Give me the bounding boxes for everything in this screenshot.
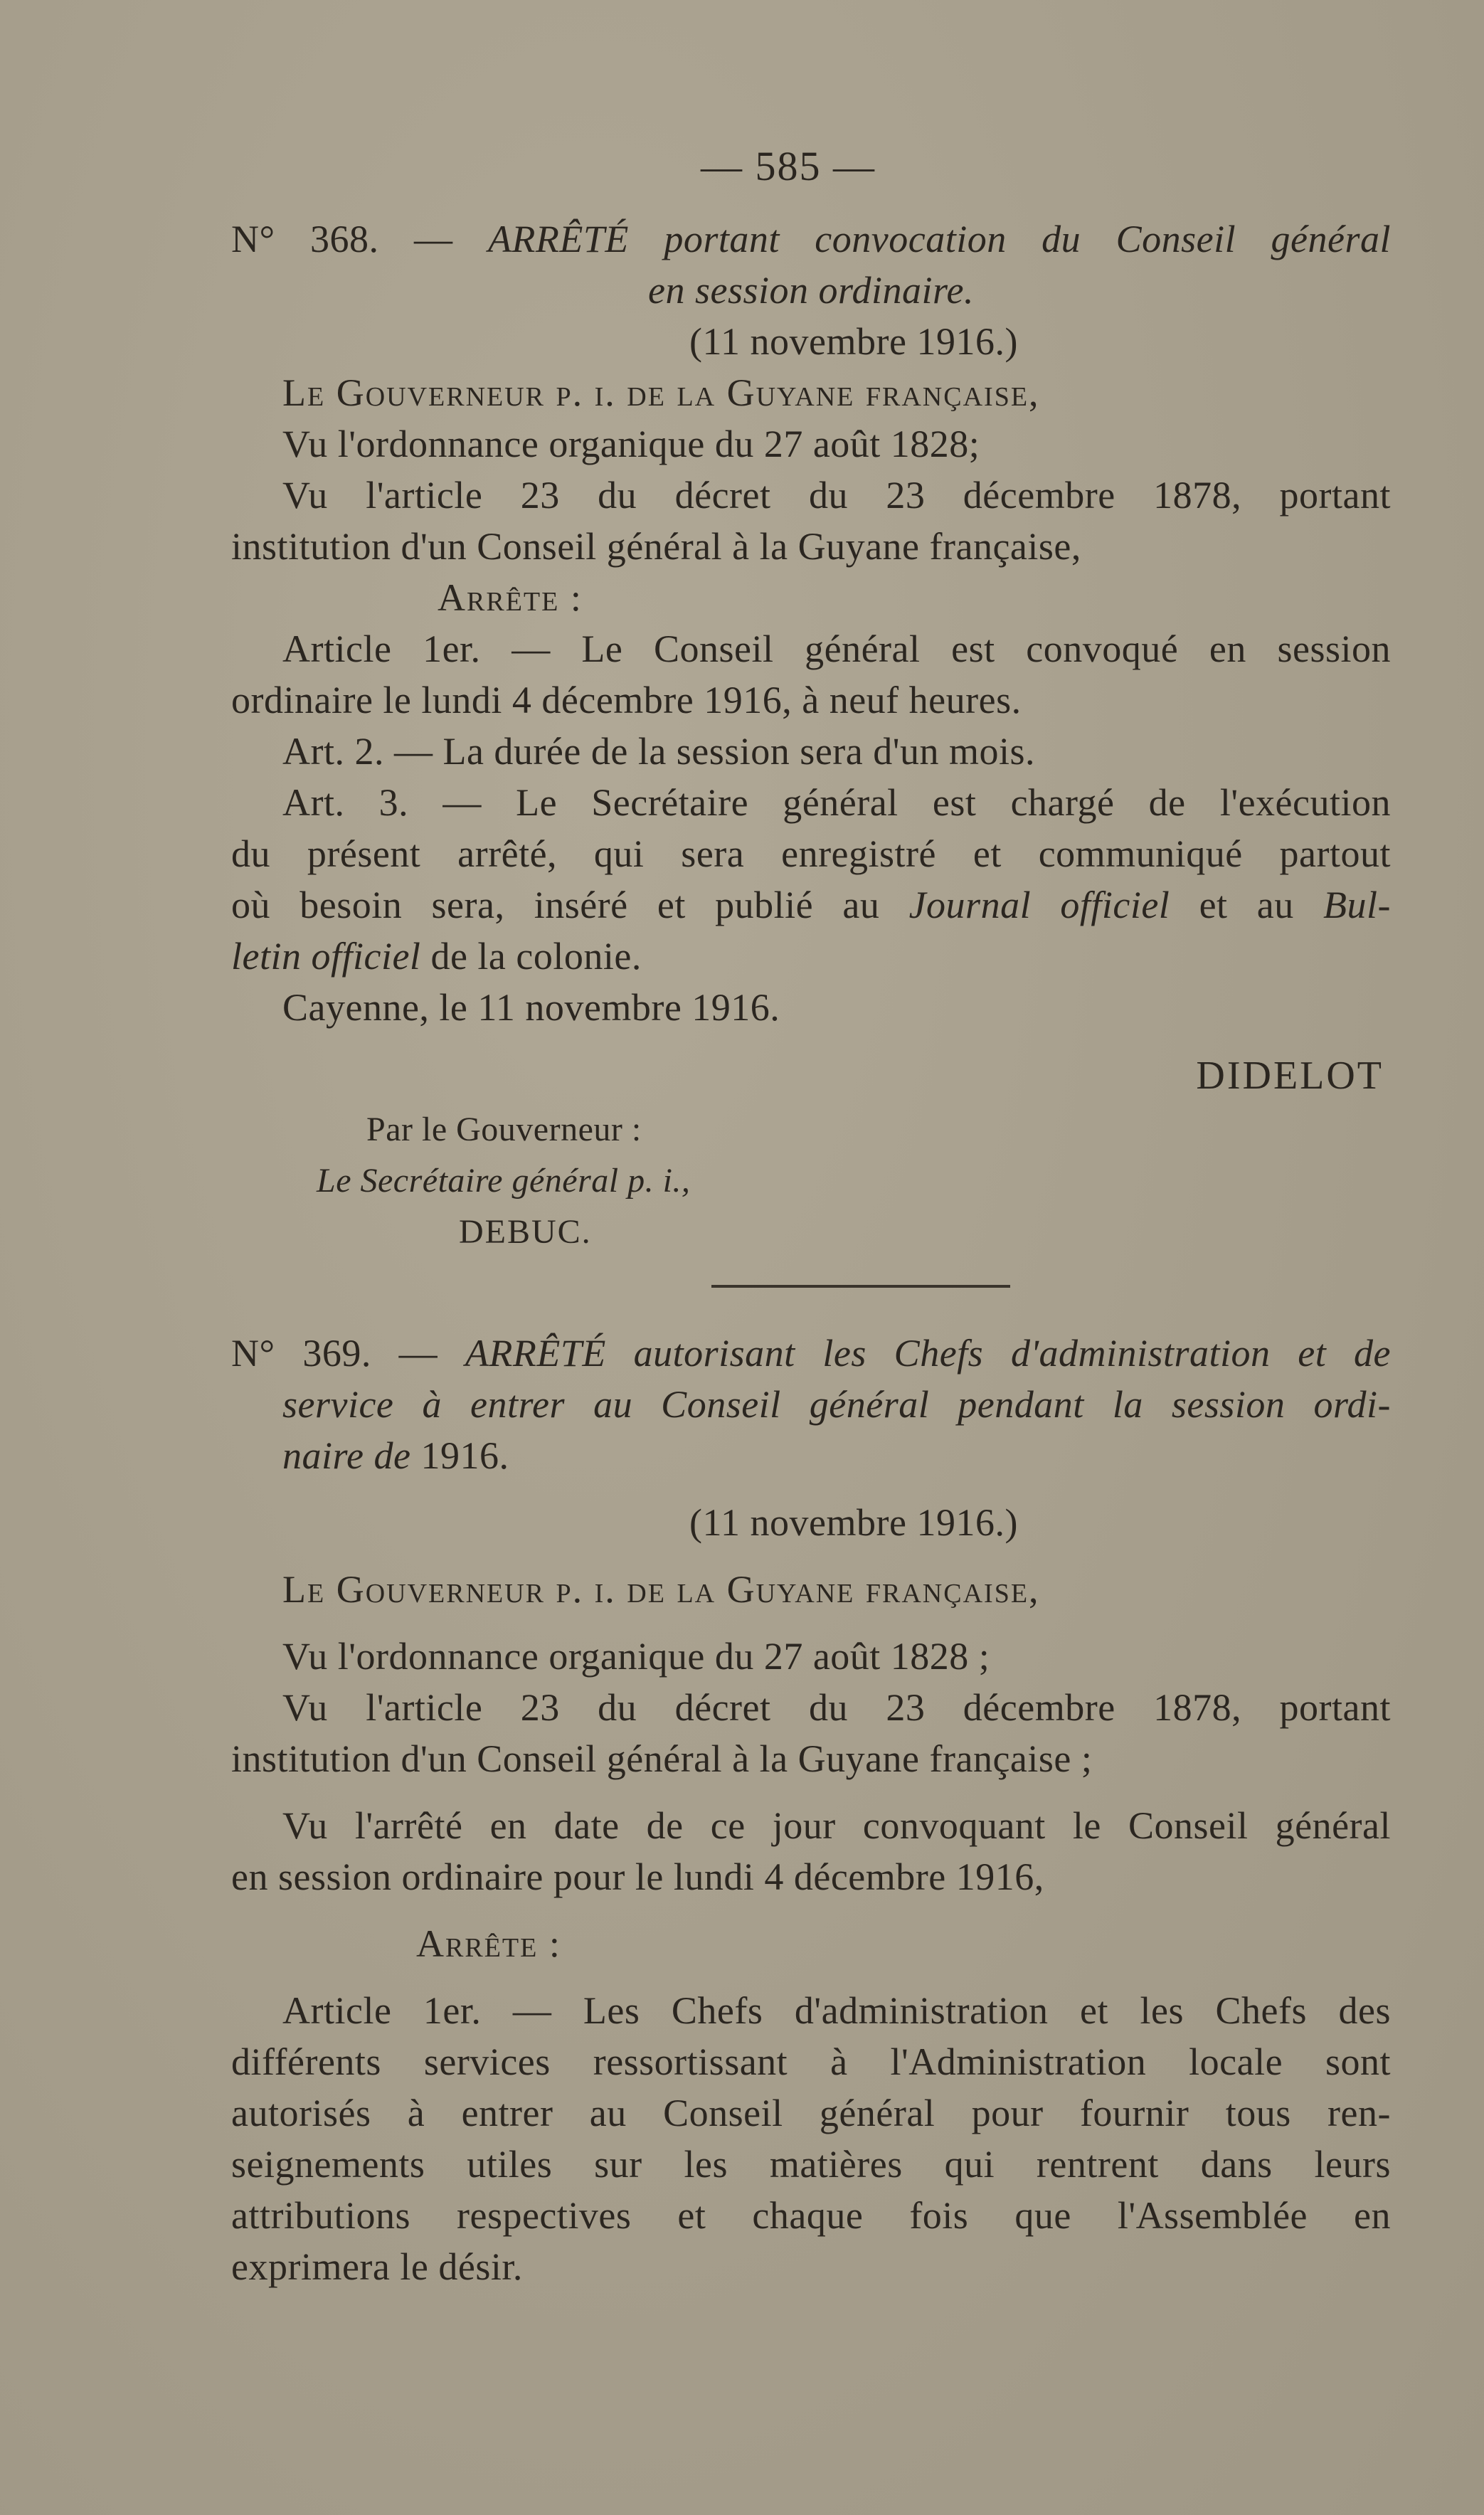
vu-ordonnance: Vu l'ordonnance organique du 27 août 1828; [282,423,980,465]
document-page [231,213,1391,2292]
vu-ordonnance: Vu l'ordonnance organique du 27 août 1828 ; [282,1635,990,1678]
article3-c-pre: où besoin sera, inséré et publié au [231,884,880,926]
heading-369-line3-text: naire de [282,1434,411,1477]
vu-article-b: institution d'un Conseil général à la Guyane française ; [231,1737,1093,1780]
section-369 [231,1328,1391,2292]
gouverneur-line: Le Gouverneur p. i. de la Guyane française, [282,371,1040,414]
place-date: Cayenne, le 11 novembre 1916. [282,986,780,1029]
gouverneur-line: Le Gouverneur p. i. de la Guyane française, [282,1568,1040,1611]
heading-369-line3 [231,1430,1391,1481]
heading-369-line1 [231,1328,1391,1379]
article1-c: autorisés à entrer au Conseil général pour fournir tous ren- [231,2092,1391,2134]
page-number: — 585 — [701,143,876,189]
heading-369-year: 1916. [420,1434,509,1477]
decree-number: N° 369. — [231,1332,438,1375]
article1-d: seignements utiles sur les matières qui rentrent dans leurs [231,2143,1391,2186]
decree-date: (11 novembre 1916.) [689,320,1018,363]
vu-arrete-a: Vu l'arrêté en date de ce jour convoquant le Conseil général [282,1804,1391,1847]
article1-f: exprimera le désir. [231,2245,523,2288]
par-gouverneur: Par le Gouverneur : [366,1111,642,1148]
bulletin-part1: Bul- [1323,884,1392,926]
journal-officiel: Journal officiel [908,884,1170,926]
article3-c [231,879,1391,931]
decree-title: ARRÊTÉ autorisant les Chefs d'administration et de [465,1332,1391,1375]
article1-b: différents services ressortissant à l'Administration locale sont [231,2040,1391,2083]
vu-arrete-b: en session ordinaire pour le lundi 4 décembre 1916, [231,1855,1044,1898]
secretaire-title: Le Secrétaire général p. i., [317,1162,691,1200]
arrete-label: Arrête : [416,1922,561,1965]
bulletin-part2: letin officiel [231,935,421,978]
arrete-label: Arrête : [438,576,583,619]
section-368 [231,213,1391,1258]
heading-369-line2: service à entrer au Conseil général pendant la session ordi- [282,1383,1391,1426]
article3-c-mid: et au [1199,884,1294,926]
article1-b: ordinaire le lundi 4 décembre 1916, à neuf heures. [231,679,1022,721]
article3-d [231,931,1391,982]
vu-article-a: Vu l'article 23 du décret du 23 décembre 1878, portant [282,1686,1391,1729]
heading-368-line2: en session ordinaire. [648,269,974,312]
article3-a: Art. 3. — Le Secrétaire général est chargé de l'exécution [282,781,1391,824]
article1-a: Article 1er. — Le Conseil général est convoqué en session [282,628,1391,670]
secretaire-name: DEBUC. [459,1213,592,1251]
signature-didelot: DIDELOT [1196,1054,1384,1098]
decree-number: N° 368. — [231,218,453,260]
decree-title: ARRÊTÉ portant convocation du Conseil général [487,218,1392,260]
article3-b: du présent arrêté, qui sera enregistré et communiqué partout [231,832,1391,875]
decree-date: (11 novembre 1916.) [689,1501,1018,1544]
vu-article-b: institution d'un Conseil général à la Guyane française, [231,525,1081,568]
vu-article-a: Vu l'article 23 du décret du 23 décembre 1878, portant [282,474,1391,517]
article1-e: attributions respectives et chaque fois que l'Assemblée en [231,2194,1391,2237]
article3-d-post: de la colonie. [430,935,642,978]
article2: Art. 2. — La durée de la session sera d'un mois. [282,730,1035,773]
heading-368-line1 [231,213,1391,265]
article1-a: Article 1er. — Les Chefs d'administration et les Chefs des [282,1989,1391,2032]
section-divider [711,1285,1010,1288]
